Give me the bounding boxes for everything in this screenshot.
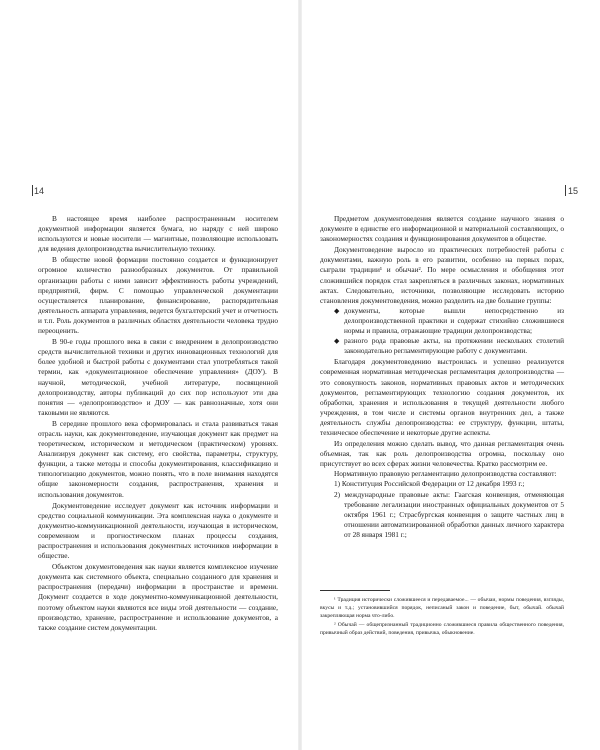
footnotes	[320, 590, 564, 637]
left-paragraph: В 90-е годы прошлого века в связи с внедрением в делопроизводство средств вычислительной техники и других инновационных технологий для более удобной и быстрой работы с документами стал употребляться такой термин, как «документационное обеспечение управления» (ДОУ). В научной, методической, учебной литературе, посвященной делопроизводству, авторы публикаций до сих пор используют эти два понятия — «делопроизводство» и ДОУ — как равнозначные, хотя они таковыми не являются.	[38, 337, 278, 417]
left-body-text	[38, 214, 278, 633]
right-paragraph: Нормативную правовую регламентацию делопроизводства составляют:	[334, 469, 557, 479]
left-paragraph: Объектом документоведения как науки является комплексное изучение документа как системного объекта, специально созданного для хранения и распространения (передачи) информации в пространстве и времени. Документ создается в ходе документно-коммуникационной деятельности, поэтому объектом науки являются все виды этой деятельности — создание, производство, хранение, распространение и использование документов, а также создание систем документации.	[38, 562, 278, 632]
bullet-diamond-icon: ◆	[334, 306, 340, 315]
left-paragraph: В настоящее время наиболее распространенным носителем документной информации является бумага, но наряду с ней широко используются и новые носители — магнитные, позволяющие использовать для ведения делопроизводства вычислительную технику.	[38, 214, 278, 254]
bullet-diamond-icon: ◆	[334, 337, 340, 346]
numbered-item: 2) международные правовые акты: Гаагская конвенция, отменяющая требование легализации иностранных официальных документов от 5 октября 1961 г.; Страсбургская конвенция о защите частных лиц в отношении автоматизированной обработки данных личного характера от 28 января 1981 г.;	[334, 489, 564, 539]
list-item	[334, 336, 564, 356]
left-paragraph: В середине прошлого века сформировалась и стала развиваться такая отрасль науки, как документоведение, изучающая документ как предмет на теоретическом, историческом и методическом (практическом) уровнях. Анализируя документ как систему, его свойства, параметры, структуру, функции, а также методы и способы документирования, классификацию и типологизацию документов, можно понять, что в поле внимания находятся общие закономерности создания, распространения, хранения и использования документов.	[38, 418, 278, 499]
right-page	[302, 0, 600, 750]
left-page	[0, 0, 298, 750]
list-item-text: разного рода правовые акты, на протяжении нескольких столетий законодательно регламентирующие работу с документами.	[344, 336, 564, 356]
left-paragraph: Документоведение исследует документ как источник информации и средство социальной коммуникации. Эта комплексная наука о документе и документно-коммуникационной деятельности, изучающая в историческом, современном и прогностическом планах процессы создания, распространения и использования документных источников информации в обществе.	[38, 500, 278, 561]
right-paragraph: Документоведение выросло из практических потребностей работы с документами, важную роль в его развитии, особенно на первых порах, сыграли традиции¹ и обычаи². По мере осмысления и обобщения этот сложившийся порядок стал закрепляться в различных законах, нормативных актах. Следовательно, источники, позволяющие исследовать историю становления документоведения, можно разделить на две большие группы:	[320, 245, 564, 305]
right-paragraph: Благодаря документоведению выстроилась и успешно реализуется современная нормативная методическая регламентация делопроизводства — это совокупность законов, нормативных правовых актов и методических документов, регламентирующих технологию создания документов, их обработки, хранения и использования в текущей деятельности любого учреждения, в том числе и системы органов внутренних дел, а также деятельность службы делопроизводства: ее структуру, функции, штаты, техническое обеспечение и некоторые другие аспекты.	[320, 357, 564, 437]
right-paragraph: Предметом документоведения является создание научного знания о документе в единстве его информационной и материальной составляющих, о закономерностях создания и функционирования документов в обществе.	[320, 214, 564, 244]
right-body-text	[320, 214, 564, 540]
left-folio-mark	[32, 185, 33, 196]
footnote: ¹ Традиция исторически сложившееся и передаваемое... — обычаи, нормы поведения, взгляды, вкусы и т.д.; установившийся порядок, неписаный закон и поведение, быт, обычай. обычай закрепляющая норма что-либо.	[320, 597, 564, 619]
numbered-list	[320, 479, 564, 540]
bullet-list	[320, 306, 564, 356]
list-item	[334, 306, 564, 336]
left-paragraph: В обществе новой формации постоянно создается и функционирует огромное количество разнообразных документов. От правильной организации работы с ними зависит эффективность работы учреждений, предприятий, фирм. С помощью управленческой документации осуществляется планирование, финансирование, распорядительная деятельность аппарата управления, ведется бухгалтерский учет и отчетность и т.п. Роль документов в различных областях деятельности человека трудно переоценить.	[38, 255, 278, 336]
left-page-number: 14	[34, 186, 45, 196]
right-page-number: 15	[567, 186, 578, 196]
footnote-rule	[320, 590, 390, 591]
footnote: ² Обычай — общепризнанный традиционно сложившиеся правила общественного поведения, привычный образ действий, поведения, привычка, обыкновение.	[320, 622, 564, 636]
right-paragraph: Из определения можно сделать вывод, что данная регламентация очень объемная, так как роль делопроизводства огромна, поскольку оно присутствует во всех сферах жизни человечества. Кратко рассмотрим ее.	[320, 439, 564, 469]
list-item-text: документы, которые вышли непосредственно из делопроизводственной практики и содержат стихийно сложившиеся нормы и правила, отражающие традиции делопроизводства;	[344, 305, 564, 336]
numbered-item: 1) Конституция Российской Федерации от 12 декабря 1993 г.;	[334, 479, 525, 489]
right-folio-mark	[565, 185, 566, 196]
